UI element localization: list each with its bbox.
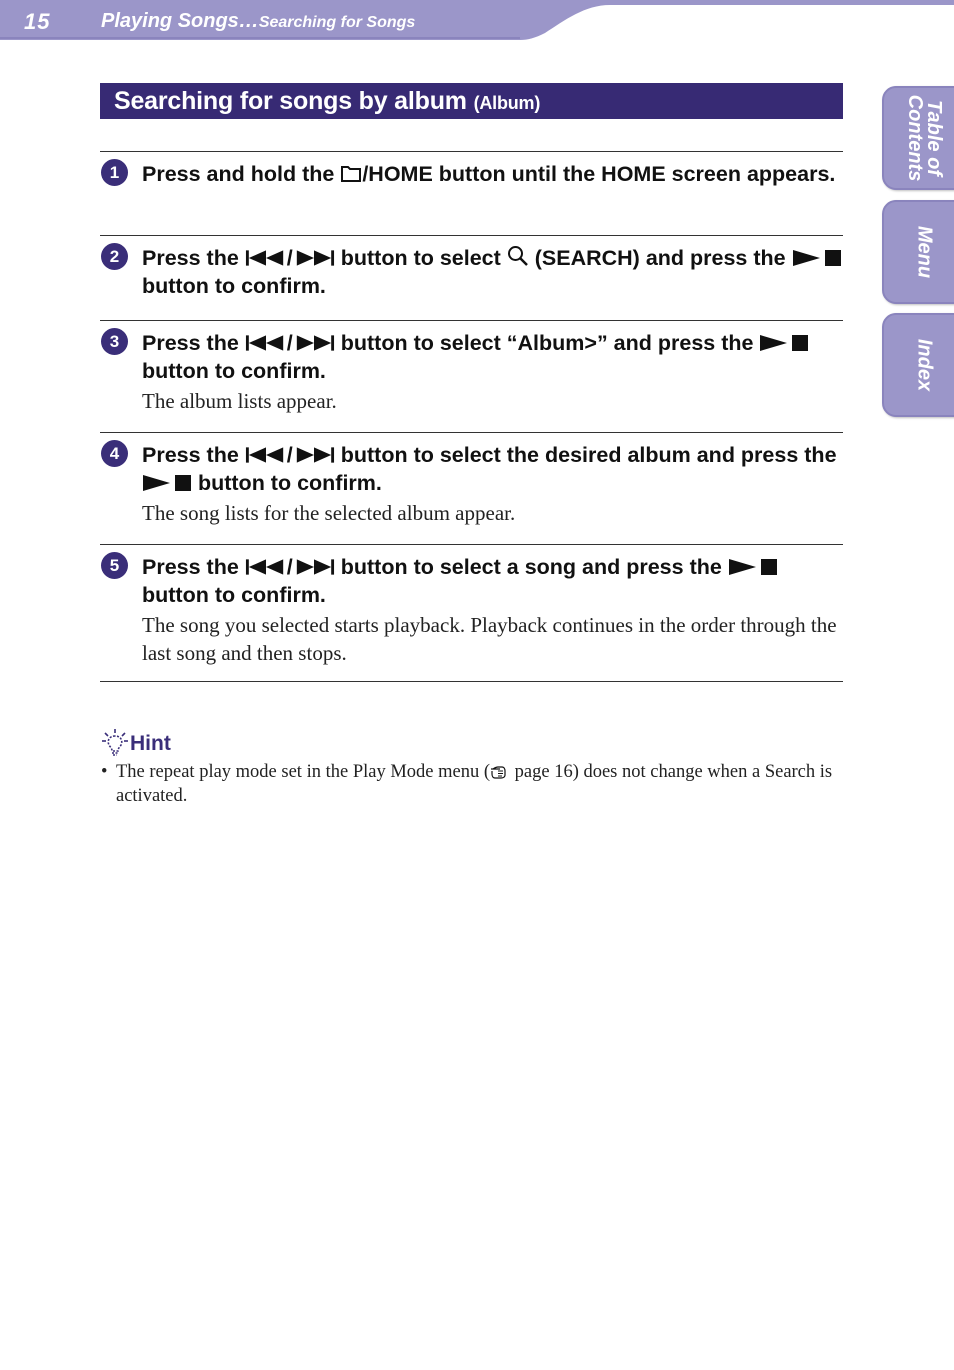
next-icon [293,249,335,267]
step-2-text-d: button to confirm. [142,274,326,298]
play-stop-icon [142,474,192,492]
step-number-4: 4 [101,440,128,467]
step-3-description: The album lists appear. [142,389,337,413]
section-title-bar [100,83,843,119]
tab-menu[interactable] [882,200,954,304]
step-2-text-a: Press the [142,246,245,270]
step-3-text-a: Press the [142,331,245,355]
step-4-instruction [142,441,847,497]
tab-label-index: Index [913,338,936,392]
step-1-text-b: /HOME button until the HOME screen appears. [362,162,836,186]
divider [100,320,843,321]
step-4-text-a: Press the [142,443,245,467]
step-1-text-a: Press and hold the [142,162,341,186]
section-title-main: Searching for songs by album [114,87,467,115]
step-2-slash: / [286,246,293,270]
prev-icon [245,446,287,464]
tab-table-of-contents[interactable] [882,86,954,190]
hint-label: Hint [130,732,171,755]
step-5-description: The song you selected starts playback. Playback continues in the order through the last song and then stops. [142,613,837,665]
step-2-instruction [142,244,847,300]
step-5-text-a: Press the [142,555,245,579]
prev-icon [245,558,287,576]
step-number-3: 3 [101,328,128,355]
step-3-text-c: button to confirm. [142,359,326,383]
play-stop-icon [759,334,809,352]
bullet: • [101,762,108,782]
step-3-slash: / [286,331,293,355]
prev-icon [245,334,287,352]
folder-icon [340,163,362,183]
breadcrumb-section: Playing Songs… [101,10,259,32]
lightbulb-icon [101,728,129,758]
hint-text [116,760,841,808]
step-number-5: 5 [101,552,128,579]
step-4-slash: / [286,443,293,467]
hint-text-b: page 16) does not change when a Search is activated. [116,762,833,806]
step-3-instruction [142,329,847,385]
pointing-hand-icon[interactable] [490,765,510,779]
step-1-instruction [142,160,847,188]
next-icon [293,446,335,464]
next-icon [293,558,335,576]
step-4-text-c: button to confirm. [192,471,382,495]
tab-label-table-of-contents: Table of Contents [904,94,945,182]
search-icon [507,245,529,267]
breadcrumb[interactable] [101,10,415,33]
step-5-text-b: button to select a song and press the [334,555,728,579]
step-3-text-b: button to select “Album>” and press the [334,331,760,355]
section-title [114,87,540,116]
section-title-suffix: (Album) [473,93,541,113]
step-2-text-b: button to select [334,246,507,270]
step-5-text-c: button to confirm. [142,583,326,607]
step-number-2: 2 [101,243,128,270]
divider [100,681,843,682]
step-number-1: 1 [101,159,128,186]
tab-label-menu: Menu [913,225,936,279]
breadcrumb-subsection: Searching for Songs [258,14,416,31]
divider [100,151,843,152]
hint-text-a: The repeat play mode set in the Play Mode menu ( [116,762,491,782]
divider [100,235,843,236]
tab-index[interactable] [882,313,954,417]
page-header [0,0,954,40]
next-icon [293,334,335,352]
step-4-description: The song lists for the selected album appear. [142,501,516,525]
page-number: 15 [24,9,51,34]
divider [100,432,843,433]
step-5-slash: / [286,555,293,579]
divider [100,544,843,545]
prev-icon [245,249,287,267]
play-stop-icon [792,249,842,267]
play-stop-icon [728,558,778,576]
step-2-text-c: (SEARCH) and press the [528,246,792,270]
step-5-instruction [142,553,847,609]
step-4-text-b: button to select the desired album and press the [334,443,837,467]
